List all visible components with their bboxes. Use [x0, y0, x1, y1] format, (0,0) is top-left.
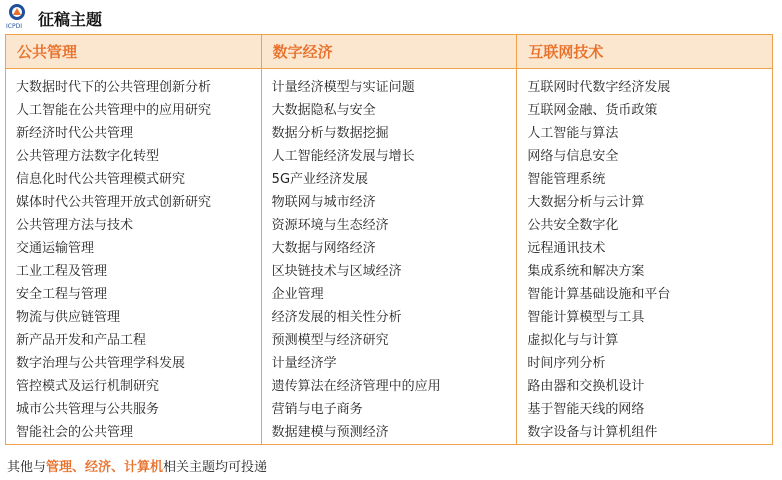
topic-item: 经济发展的相关性分析: [271, 310, 402, 325]
topic-item: 基于智能天线的网络: [527, 402, 645, 417]
table-body: [6, 69, 772, 444]
topic-item: 计量经济学: [271, 356, 337, 371]
topic-item: 网络与信息安全: [527, 149, 619, 164]
topic-item: 5G产业经济发展: [271, 172, 369, 187]
topic-item: 路由器和交换机设计: [527, 379, 645, 394]
logo-triangle-icon: [13, 8, 21, 15]
topic-item: 新产品开发和产品工程: [16, 333, 147, 348]
topic-item: 媒体时代公共管理开放式创新研究: [16, 195, 212, 210]
topic-item: 计量经济模型与实证问题: [271, 80, 415, 95]
topic-item: 互联网金融、货币政策: [527, 103, 658, 118]
topic-item: 人工智能与算法: [527, 126, 619, 141]
topic-item: 公共管理方法与技术: [16, 218, 134, 233]
topic-item: 人工智能经济发展与增长: [271, 149, 415, 164]
topic-item: 物流与供应链管理: [16, 310, 121, 325]
topic-item: 数字治理与公共管理学科发展: [16, 356, 186, 371]
topic-item: 资源环境与生态经济: [271, 218, 389, 233]
icpdi-logo: [6, 4, 32, 32]
topic-item: 集成系统和解决方案: [527, 264, 645, 279]
footer-suffix: 相关主题均可投递: [163, 460, 268, 475]
topic-item: 智能计算基础设施和平台: [527, 287, 671, 302]
topic-item: 时间序列分析: [527, 356, 606, 371]
topic-item: 人工智能在公共管理中的应用研究: [16, 103, 212, 118]
page-header: [6, 4, 102, 32]
topic-item: 遗传算法在经济管理中的应用: [271, 379, 441, 394]
column-header-public-management: 公共管理: [6, 35, 262, 68]
topic-item: 互联网时代数字经济发展: [527, 80, 671, 95]
footer-highlight: 管理、经济、计算机: [46, 460, 164, 475]
topic-item: 大数据分析与云计算: [527, 195, 645, 210]
column-header-internet-technology: 互联网技术: [528, 43, 604, 61]
topic-item: 数据建模与预测经济: [271, 425, 389, 440]
column-internet-technology: [517, 69, 772, 444]
column-digital-economy: [262, 69, 518, 444]
column-header-digital-economy: 数字经济: [262, 35, 518, 68]
topic-item: 交通运输管理: [16, 241, 95, 256]
topic-item: 物联网与城市经济: [271, 195, 376, 210]
topic-item: 公共管理方法数字化转型: [16, 149, 160, 164]
topic-item: 营销与电子商务: [271, 402, 363, 417]
footer-note: [7, 456, 267, 475]
topic-item: 信息化时代公共管理模式研究: [16, 172, 186, 187]
topic-item: 数字设备与计算机组件: [527, 425, 658, 440]
footer-prefix: 其他与: [7, 460, 47, 475]
topic-item: 城市公共管理与公共服务: [16, 402, 160, 417]
column-public-management: [6, 69, 262, 444]
topic-item: 智能社会的公共管理: [16, 425, 134, 440]
topic-item: 企业管理: [271, 287, 324, 302]
topic-item: 新经济时代公共管理: [16, 126, 134, 141]
page-title: 征稿主题: [38, 9, 103, 29]
topic-item: 管控模式及运行机制研究: [16, 379, 160, 394]
topic-item: 大数据隐私与安全: [271, 103, 376, 118]
topic-item: 区块链技术与区域经济: [271, 264, 402, 279]
topic-item: 大数据与网络经济: [271, 241, 376, 256]
topic-item: 智能管理系统: [527, 172, 606, 187]
topic-item: 虚拟化与与计算: [527, 333, 619, 348]
topic-item: 远程通讯技术: [527, 241, 606, 256]
table-header-row: [6, 35, 772, 69]
logo-text: ICPDI: [6, 23, 22, 30]
topic-item: 大数据时代下的公共管理创新分析: [16, 80, 212, 95]
topic-item: 预测模型与经济研究: [271, 333, 389, 348]
topic-item: 数据分析与数据挖掘: [271, 126, 389, 141]
topic-item: 智能计算模型与工具: [527, 310, 645, 325]
topic-item: 工业工程及管理: [16, 264, 108, 279]
topics-table: [5, 34, 773, 445]
topic-item: 安全工程与管理: [16, 287, 108, 302]
topic-item: 公共安全数字化: [527, 218, 619, 233]
